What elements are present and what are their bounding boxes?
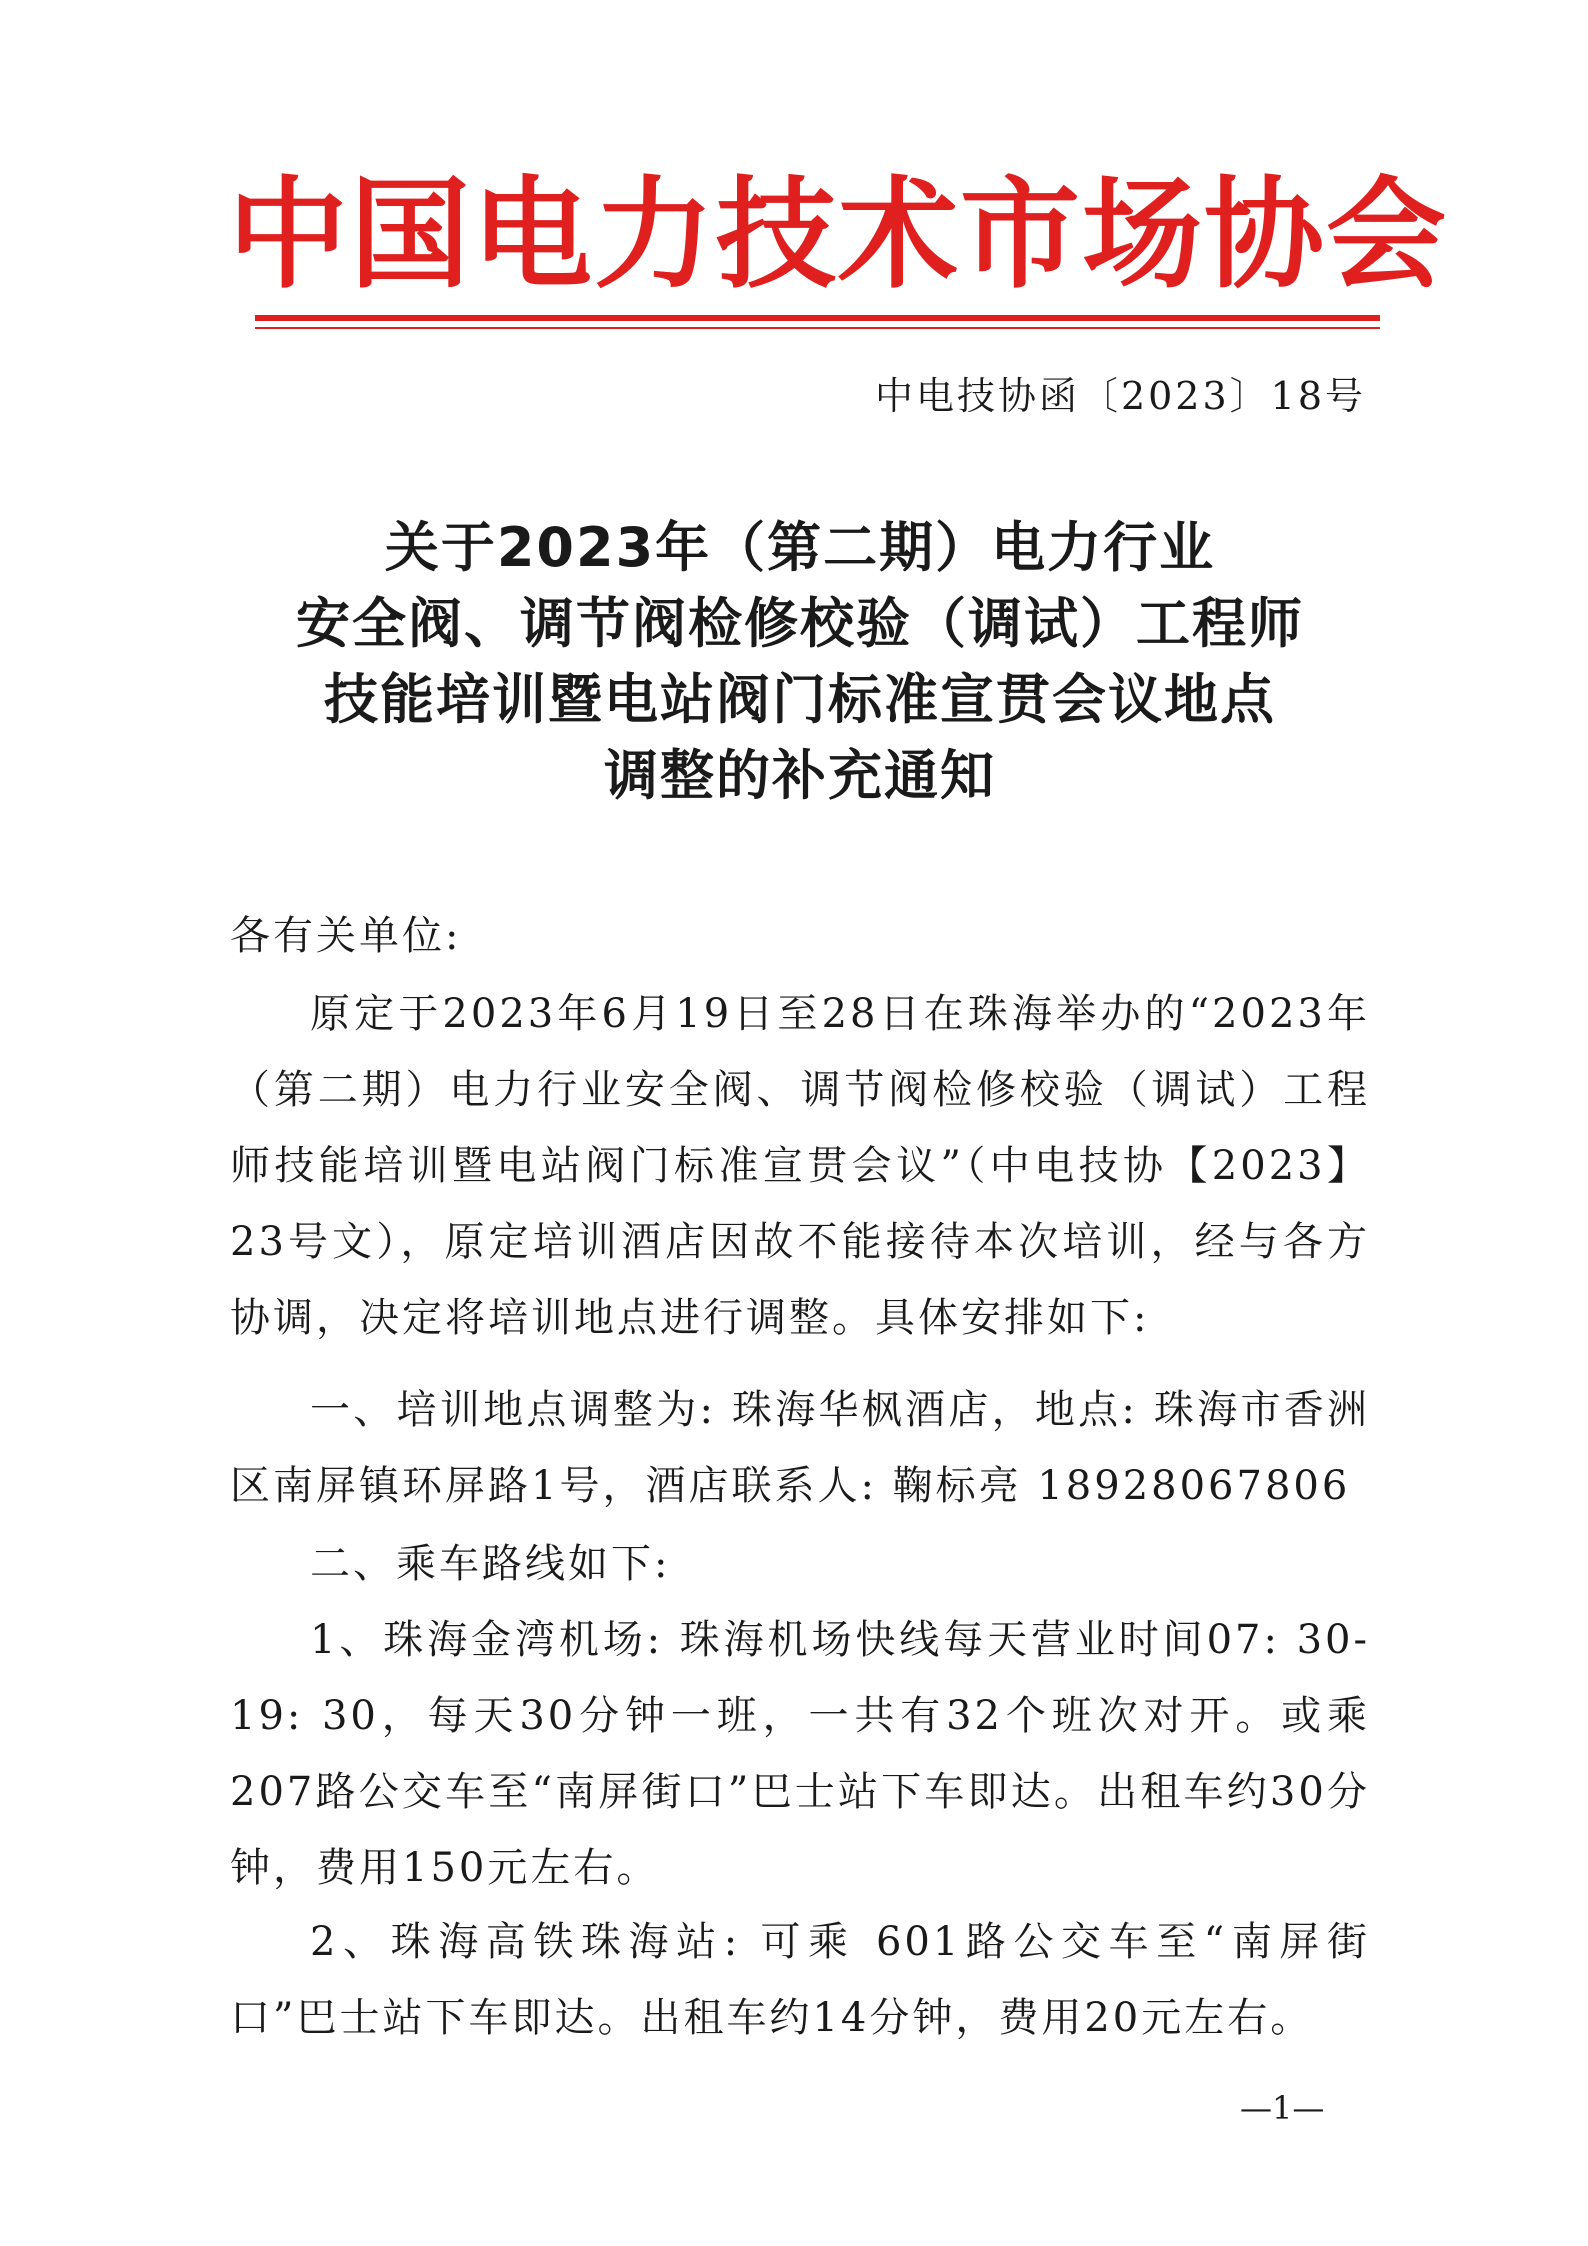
paragraph-intro: 原定于2023年6月19日至28日在珠海举办的“2023年（第二期）电力行业安全阀、调节阀检修校验（调试）工程师技能培训暨电站阀门标准宣贯会议”（中电技协【2023】23号文），原定培训酒店因故不能接待本次培训，经与各方协调，决定将培训地点进行调整。具体安排如下: — [230, 991, 1370, 1341]
document-title — [230, 510, 1370, 814]
salutation: 各有关单位: — [230, 913, 462, 959]
paragraph-venue: 一、培训地点调整为: 珠海华枫酒店，地点: 珠海市香洲区南屏镇环屏路1号，酒店联系人: 鞠标亮 18928067806 — [230, 1387, 1370, 1509]
title-line-2: 安全阀、调节阀检修校验（调试）工程师 — [296, 592, 1304, 655]
title-line-1: 关于2023年（第二期）电力行业 — [384, 516, 1216, 579]
header-rule-thick — [255, 315, 1380, 321]
document-number: 中电技协函〔2023〕18号 — [874, 374, 1366, 418]
title-line-4: 调整的补充通知 — [604, 744, 996, 807]
paragraph-railway-route: 2、珠海高铁珠海站: 可乘 601路公交车至“南屏街口”巴士站下车即达。出租车约14分钟，费用20元左右。 — [230, 1919, 1370, 2041]
header-rule-thin — [255, 327, 1380, 329]
title-line-3: 技能培训暨电站阀门标准宣贯会议地点 — [324, 668, 1276, 731]
page-number: —1— — [1240, 2089, 1325, 2127]
organization-name: 中国电力技术市场协会 — [228, 164, 1448, 305]
paragraph-airport-route: 1、珠海金湾机场: 珠海机场快线每天营业时间07: 30-19: 30，每天30分钟一班，一共有32个班次对开。或乘207路公交车至“南屏街口”巴士站下车即达。出租车约30分钟，费用150元左右。 — [230, 1617, 1370, 1891]
paragraph-routes-heading: 二、乘车路线如下: — [310, 1541, 671, 1587]
